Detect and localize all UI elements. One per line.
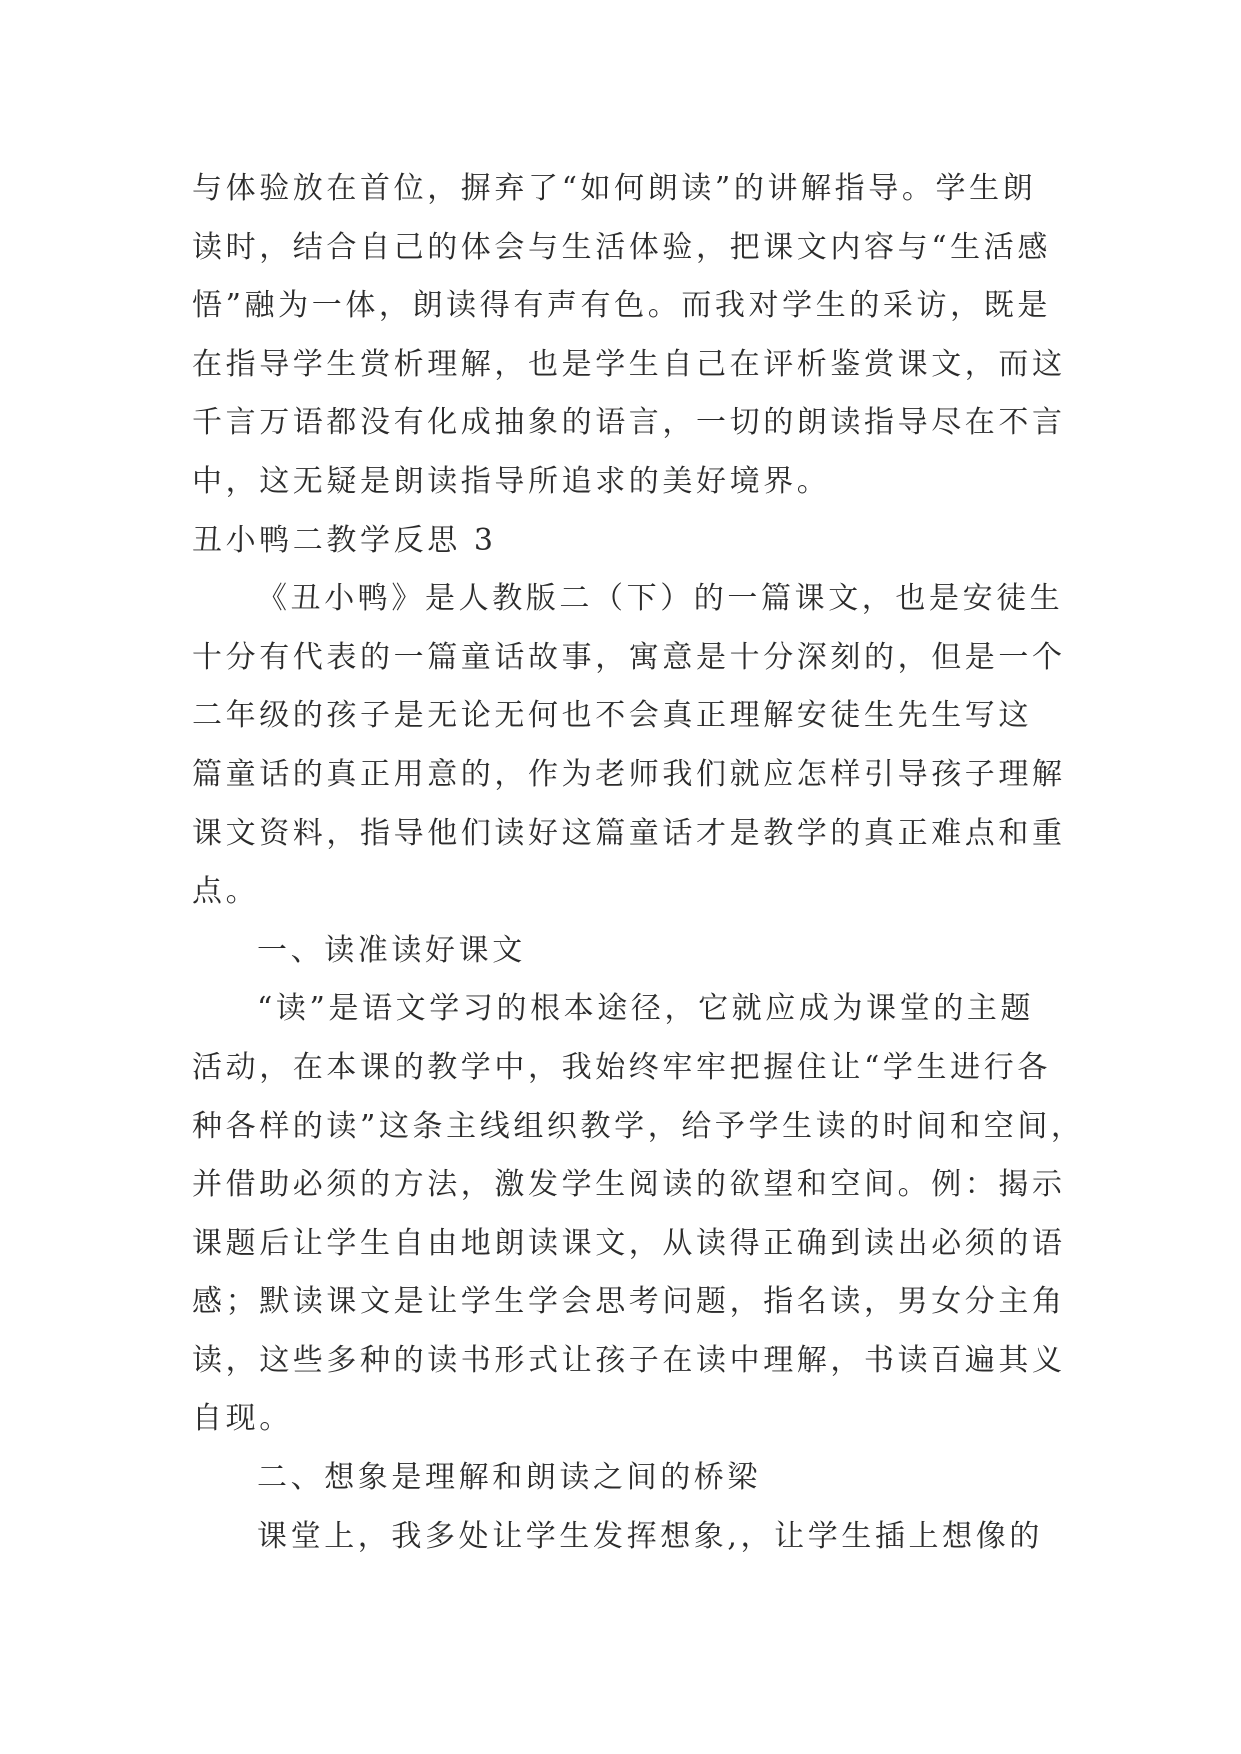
text-line: 活动，在本课的教学中，我始终牢牢把握住让“学生进行各: [192, 1049, 1051, 1085]
text-line: 千言万语都没有化成抽象的语言，一切的朗读指导尽在不言: [192, 405, 1066, 441]
text-line: 自现。: [192, 1401, 293, 1437]
text-line: 感；默读课文是让学生学会思考问题，指名读，男女分主角: [192, 1284, 1066, 1320]
paragraph-first-line: 一、读准读好课文: [257, 932, 526, 968]
paragraph-first-line: 《丑小鸭》是人教版二（下）的一篇课文，也是安徒生: [257, 581, 1064, 617]
text-line: 十分有代表的一篇童话故事，寓意是十分深刻的，但是一个: [192, 639, 1066, 675]
text-line: 悟”融为一体，朗读得有声有色。而我对学生的采访，既是: [192, 288, 1051, 324]
text-line: 二年级的孩子是无论无何也不会真正理解安徒生先生写这: [192, 698, 1032, 734]
paragraph-first-line: 二、想象是理解和朗读之间的桥梁: [257, 1460, 761, 1496]
text-line: 丑小鸭二教学反思 3: [192, 522, 497, 558]
text-line: 读，这些多种的读书形式让孩子在读中理解，书读百遍其义: [192, 1342, 1066, 1378]
text-line: 中，这无疑是朗读指导所追求的美好境界。: [192, 463, 831, 499]
text-line: 在指导学生赏析理解，也是学生自己在评析鉴赏课文，而这: [192, 346, 1066, 382]
text-line: 种各样的读”这条主线组织教学，给予学生读的时间和空间，: [192, 1108, 1085, 1144]
paragraph-first-line: 课堂上，我多处让学生发挥想象,，让学生插上想像的: [257, 1518, 1043, 1554]
document-body: [192, 160, 1085, 1566]
text-line: 读时，结合自己的体会与生活体验，把课文内容与“生活感: [192, 229, 1051, 265]
text-line: 并借助必须的方法，激发学生阅读的欲望和空间。例：揭示: [192, 1167, 1066, 1203]
text-line: 课文资料，指导他们读好这篇童话才是教学的真正难点和重: [192, 815, 1066, 851]
text-line: 课题后让学生自由地朗读课文，从读得正确到读出必须的语: [192, 1225, 1066, 1261]
text-line: 点。: [192, 874, 260, 910]
text-line: 与体验放在首位，摒弃了“如何朗读”的讲解指导。学生朗: [192, 171, 1037, 206]
paragraph-first-line: “读”是语文学习的根本途径，它就应成为课堂的主题: [257, 991, 1035, 1027]
text-line: 篇童话的真正用意的，作为老师我们就应怎样引导孩子理解: [192, 756, 1066, 792]
